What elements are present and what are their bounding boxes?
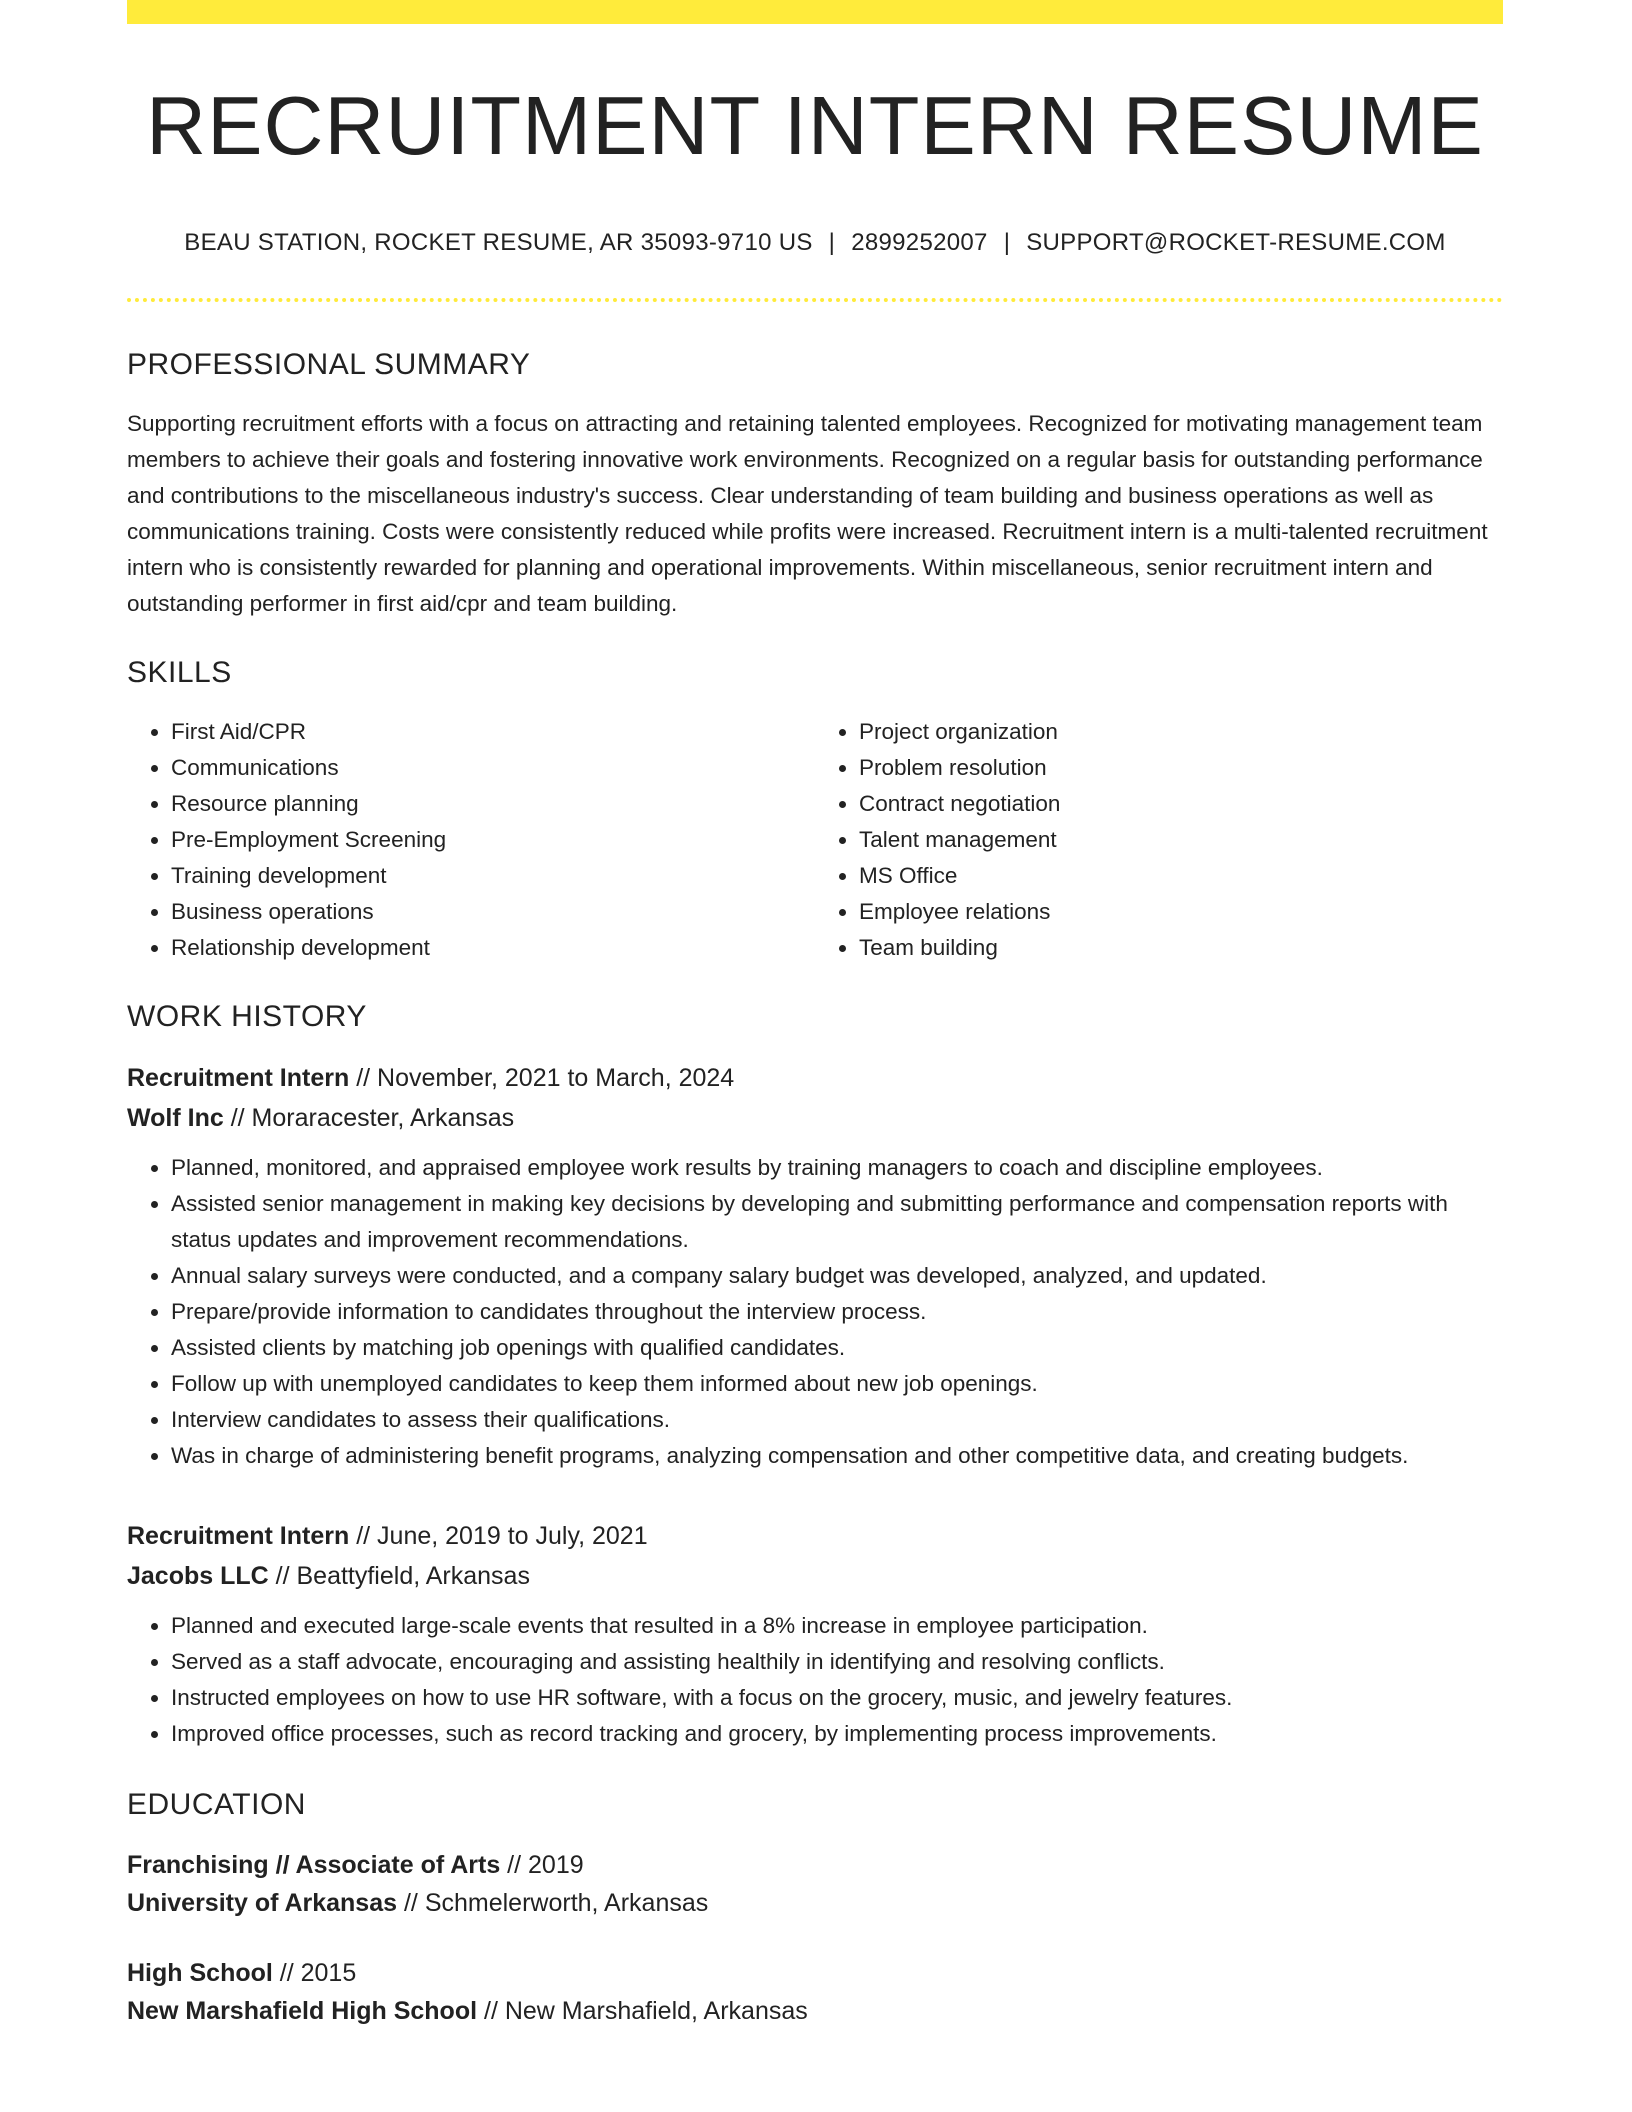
job-title: Recruitment Intern bbox=[127, 1521, 350, 1550]
skill-item: • Business operations bbox=[171, 894, 815, 930]
job-entry bbox=[127, 1058, 1503, 1474]
education-location: // New Marshafield, Arkansas bbox=[477, 1996, 808, 2025]
job-company: Jacobs LLC bbox=[127, 1561, 269, 1590]
education-degree: High School bbox=[127, 1958, 273, 1987]
skill-item: • Team building bbox=[859, 930, 1503, 966]
summary-text: Supporting recruitment efforts with a focus on attracting and retaining talented employees. Recognized for motivating management team members to achieve their goals and fostering innovative work environments. Recognized on a regular basis for outstanding performance and contributions to the miscellaneous industry's success. Clear understanding of team building and business operations as well as communications training. Costs were consistently reduced while profits were increased. Recruitment intern is a multi-talented recruitment intern who is consistently rewarded for planning and operational improvements. Within miscellaneous, senior recruitment intern and outstanding performer in first aid/cpr and team building. bbox=[127, 410, 1488, 616]
work-history-section bbox=[127, 1000, 1503, 1752]
job-title-line bbox=[127, 1058, 1503, 1098]
contact-phone[interactable]: 2899252007 bbox=[851, 229, 988, 256]
job-bullet: • Interview candidates to assess their qualifications. bbox=[171, 1402, 1503, 1438]
job-dates: // November, 2021 to March, 2024 bbox=[349, 1063, 735, 1092]
skills-columns bbox=[127, 714, 1503, 966]
job-bullet: • Prepare/provide information to candidates throughout the interview process. bbox=[171, 1294, 1503, 1330]
skills-list-right bbox=[815, 714, 1503, 966]
summary-section bbox=[127, 348, 1503, 622]
job-bullets bbox=[127, 1608, 1503, 1752]
job-title-line bbox=[127, 1516, 1503, 1556]
section-heading-skills: SKILLS bbox=[127, 655, 232, 689]
education-degree: Franchising // Associate of Arts bbox=[127, 1850, 501, 1879]
resume-page bbox=[127, 0, 1503, 2030]
job-bullet: • Assisted senior management in making key decisions by developing and submitting performance and compensation reports with status updates and improvement recommendations. bbox=[171, 1186, 1503, 1258]
job-location: // Moraracester, Arkansas bbox=[223, 1103, 515, 1132]
education-section bbox=[127, 1788, 1503, 2030]
contact-separator: | bbox=[1003, 229, 1011, 256]
contact-email[interactable]: SUPPORT@ROCKET-RESUME.COM bbox=[1026, 229, 1446, 256]
education-school: New Marshafield High School bbox=[127, 1996, 478, 2025]
job-bullet: • Improved office processes, such as record tracking and grocery, by implementing process improvements. bbox=[171, 1716, 1503, 1752]
education-degree-line bbox=[127, 1846, 1503, 1884]
education-year: // 2019 bbox=[500, 1850, 584, 1879]
skill-item: • Talent management bbox=[859, 822, 1503, 858]
contact-line bbox=[127, 229, 1503, 258]
job-bullet: • Planned and executed large-scale events that resulted in a 8% increase in employee participation. bbox=[171, 1608, 1503, 1644]
skill-item: • Relationship development bbox=[171, 930, 815, 966]
job-dates: // June, 2019 to July, 2021 bbox=[349, 1521, 648, 1550]
job-bullet: • Assisted clients by matching job openings with qualified candidates. bbox=[171, 1330, 1503, 1366]
education-entry bbox=[127, 1954, 1503, 2030]
job-entry bbox=[127, 1516, 1503, 1752]
skill-item: • Employee relations bbox=[859, 894, 1503, 930]
job-bullet: • Served as a staff advocate, encouraging and assisting healthily in identifying and resolving conflicts. bbox=[171, 1644, 1503, 1680]
job-location: // Beattyfield, Arkansas bbox=[268, 1561, 530, 1590]
contact-address: BEAU STATION, ROCKET RESUME, AR 35093-9710 US bbox=[184, 229, 813, 256]
education-year: // 2015 bbox=[272, 1958, 357, 1987]
contact-separator: | bbox=[828, 229, 836, 256]
skill-item: • Pre-Employment Screening bbox=[171, 822, 815, 858]
skill-item: • Communications bbox=[171, 750, 815, 786]
dotted-divider bbox=[127, 298, 1503, 302]
job-bullet: • Was in charge of administering benefit programs, analyzing compensation and other competitive data, and creating budgets. bbox=[171, 1438, 1503, 1474]
education-entry bbox=[127, 1846, 1503, 1922]
skill-item: • Training development bbox=[171, 858, 815, 894]
job-company: Wolf Inc bbox=[127, 1103, 224, 1132]
skills-list-left bbox=[127, 714, 815, 966]
education-school: University of Arkansas bbox=[127, 1888, 398, 1917]
education-location: // Schmelerworth, Arkansas bbox=[397, 1888, 709, 1917]
job-bullets bbox=[127, 1150, 1503, 1474]
skills-section bbox=[127, 656, 1503, 966]
education-school-line bbox=[127, 1884, 1503, 1922]
skill-item: • First Aid/CPR bbox=[171, 714, 815, 750]
section-heading-work: WORK HISTORY bbox=[127, 999, 367, 1033]
job-bullet: • Follow up with unemployed candidates to keep them informed about new job openings. bbox=[171, 1366, 1503, 1402]
education-degree-line bbox=[127, 1954, 1503, 1992]
skill-item: • Contract negotiation bbox=[859, 786, 1503, 822]
section-heading-summary: PROFESSIONAL SUMMARY bbox=[127, 347, 531, 381]
section-heading-education: EDUCATION bbox=[127, 1787, 306, 1821]
skill-item: • Problem resolution bbox=[859, 750, 1503, 786]
skill-item: • Project organization bbox=[859, 714, 1503, 750]
skill-item: • MS Office bbox=[859, 858, 1503, 894]
job-company-line bbox=[127, 1556, 1503, 1596]
job-bullet: • Planned, monitored, and appraised employee work results by training managers to coach and discipline employees. bbox=[171, 1150, 1503, 1186]
resume-title: RECRUITMENT INTERN RESUME bbox=[146, 79, 1484, 172]
job-bullet: • Annual salary surveys were conducted, and a company salary budget was developed, analyzed, and updated. bbox=[171, 1258, 1503, 1294]
job-bullet: • Instructed employees on how to use HR software, with a focus on the grocery, music, and jewelry features. bbox=[171, 1680, 1503, 1716]
education-school-line bbox=[127, 1992, 1503, 2030]
job-company-line bbox=[127, 1098, 1503, 1138]
skill-item: • Resource planning bbox=[171, 786, 815, 822]
top-accent-bar bbox=[127, 0, 1503, 24]
job-title: Recruitment Intern bbox=[127, 1063, 350, 1092]
